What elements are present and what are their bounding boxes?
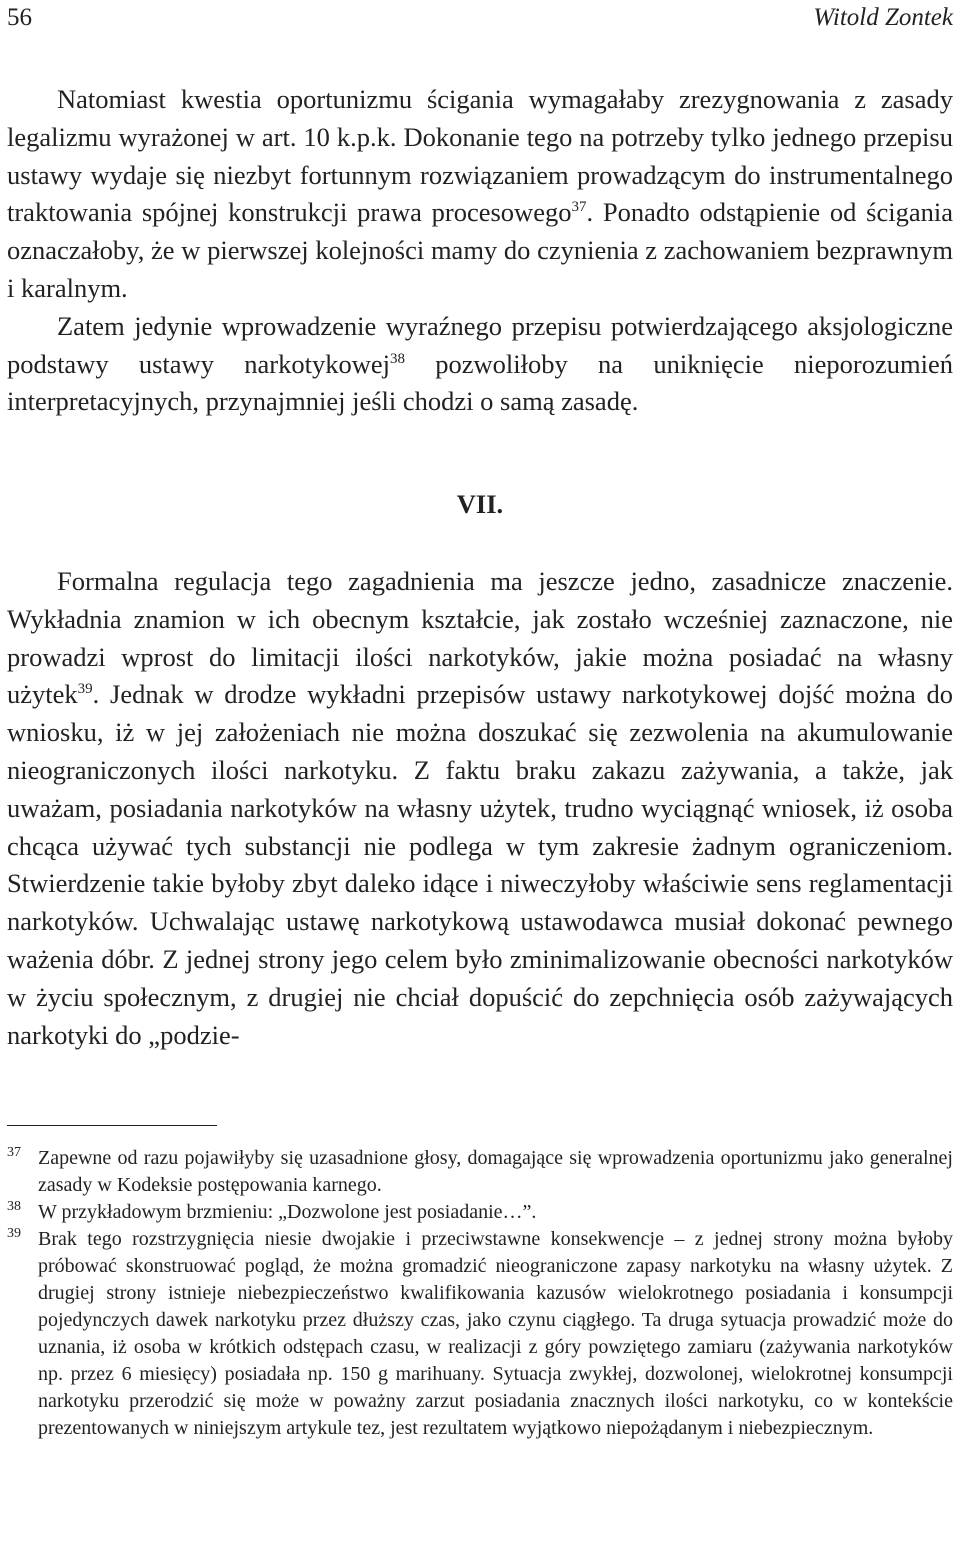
footnote — [7, 1145, 953, 1199]
footnotes — [7, 1145, 953, 1442]
footnote-text: Zapewne od razu pojawiłyby się uzasadnione głosy, domagające się wprowadzenia oportunizmu jako generalnej zasady w Kodeksie postępowania karnego. — [38, 1147, 953, 1196]
paragraph-text: Zatem jedynie wprowadzenie wyraźnego przepisu potwierdzającego aksjologiczne podstawy ustawy narkotykowej — [7, 310, 953, 379]
paragraph-text: . Ponadto odstąpienie od ścigania oznaczałoby, że w pierwszej kolejności mamy do czynienia z zachowaniem bezprawnym i karalnym. — [7, 197, 954, 303]
footnote — [7, 1226, 953, 1442]
paragraph-text: Formalna regulacja tego zagadnienia ma jeszcze jedno, zasadnicze znaczenie. Wykładnia znamion w ich obecnym kształcie, jak zostało wcześniej zaznaczone, nie prowadzi wprost do limitacji ilości narkotyków, jakie można posiadać na własny użytek — [7, 566, 953, 710]
footnote-number: 39 — [7, 1226, 21, 1241]
paragraph-text: pozwoliłoby na uniknięcie nieporozumień interpretacyjnych, przynajmniej jeśli chodzi o samą zasadę. — [7, 348, 953, 417]
page-header — [7, 0, 953, 40]
paragraph-text: . Jednak w drodze wykładni przepisów ustawy narkotykowej dojść można do wniosku, iż w jej założeniach nie można doszukać się zezwolenia na akumulowanie nieograniczonych ilości narkotyku. Z faktu braku zakazu zażywania, a także, jak uważam, posiadania narkotyków na własny użytek, trudno wyciągnąć wniosek, iż osoba chcąca używać tych substancji nie podlega w tym zakresie żadnym ograniczeniom. Stwierdzenie takie byłoby zbyt daleko idące i niweczyłoby właściwie sens reglamentacji narkotyków. Uchwalając ustawę narkotykową ustawodawca musiał dokonać pewnego ważenia dóbr. Z jednej strony jego celem było zminimalizowanie obecności narkotyków w życiu społecznym, z drugiej nie chciał dopuścić do zepchnięcia osób zażywających narkotyki do „podzie- — [7, 679, 953, 1050]
footnote — [7, 1199, 953, 1226]
paragraph — [7, 563, 953, 1054]
running-head-author: Witold Zontek — [813, 4, 953, 31]
section-heading: VII. — [456, 489, 504, 519]
paragraph-text: Natomiast kwestia oportunizmu ścigania wymagałaby zrezygnowania z zasady legalizmu wyrażonej w art. 10 k.p.k. Dokonanie tego na potrzeby tylko jednego przepisu ustawy wydaje się niezbyt fortunnym rozwiązaniem prowadzącym do instrumentalnego traktowania spójnej konstrukcji prawa procesowego — [7, 84, 953, 228]
paragraph — [7, 308, 953, 421]
footnote-number: 37 — [7, 1145, 21, 1160]
footnote-number: 38 — [7, 1199, 21, 1214]
footnote-separator — [7, 1125, 217, 1126]
paragraph — [7, 81, 953, 308]
main-text-upper — [7, 81, 953, 421]
footnote-ref: 39 — [77, 681, 93, 698]
footnote-ref: 37 — [571, 199, 587, 216]
page-number: 56 — [7, 4, 32, 31]
footnote-text: Brak tego rozstrzygnięcia niesie dwojakie i przeciwstawne konsekwencje – z jednej strony można byłoby próbować skonstruować pogląd, że można gromadzić nieograniczone zapasy narkotyku na własny użytek. Z drugiej strony istnieje niebezpieczeństwo kwalifikowania kazusów wielokrotnego posiadania i konsumpcji pojedynczych dawek narkotyku przez dłuższy czas, jako czynu ciągłego. Ta druga sytuacja prowadzić może do uznania, iż osoba w krótkich odstępach czasu, w realizacji z góry powziętego zamiaru (zażywania narkotyków np. przez 6 miesięcy) posiadała np. 150 g marihuany. Sytuacja zwykłej, dozwolonej, wielokrotnej konsumpcji narkotyku przerodzić się może w poważny zarzut posiadania znacznych ilości narkotyku, co w kontekście prezentowanych w niniejszym artykule tez, jest rezultatem wyjątkowo niepożądanym i niebezpiecznym. — [38, 1228, 953, 1439]
footnote-text: W przykładowym brzmieniu: „Dozwolone jest posiadanie…”. — [38, 1201, 537, 1223]
main-text-lower — [7, 563, 953, 1054]
footnote-ref: 38 — [389, 350, 405, 367]
